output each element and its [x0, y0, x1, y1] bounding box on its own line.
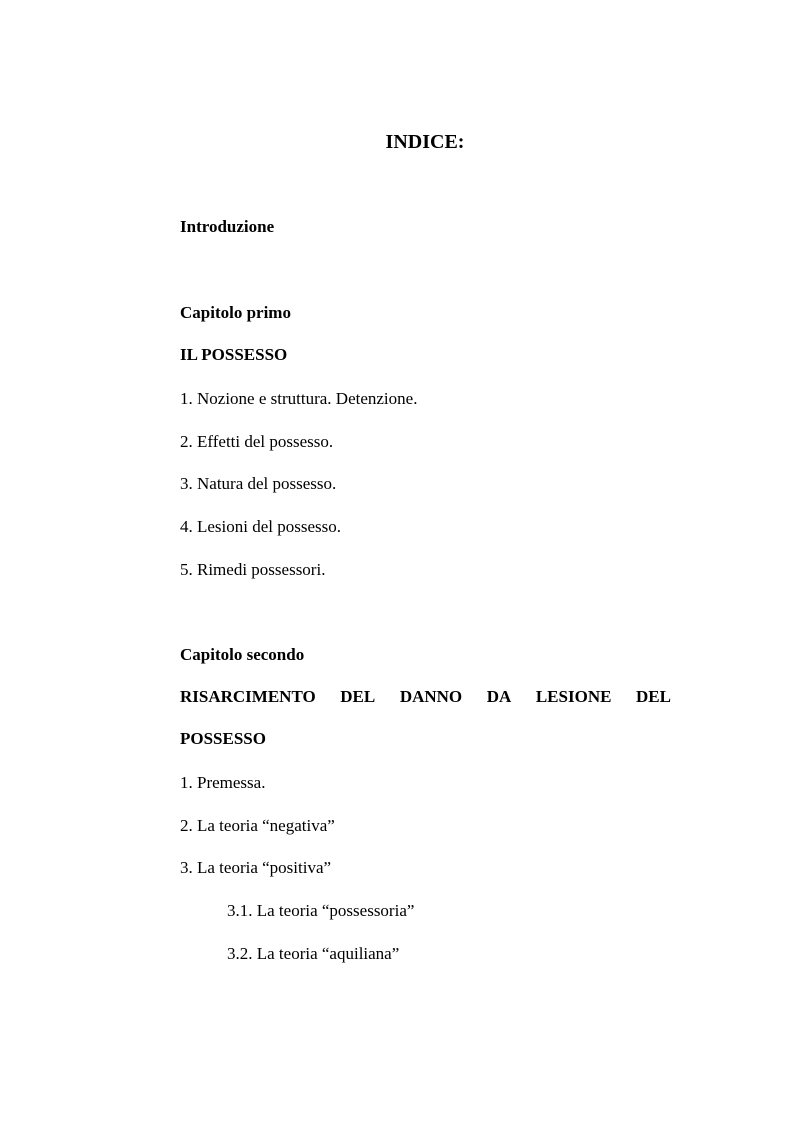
chapter1-label: Capitolo primo	[180, 303, 291, 322]
chapter2-heading-line2: POSSESSO	[180, 729, 266, 748]
toc-item: 4. Lesioni del possesso.	[180, 517, 342, 536]
toc-item: 5. Rimedi possessori.	[180, 560, 326, 579]
heading-word: DEL	[636, 687, 671, 706]
toc-item: 1. Premessa.	[180, 773, 266, 792]
heading-word: DEL	[340, 687, 376, 706]
toc-item: 3. Natura del possesso.	[180, 474, 337, 493]
page-title: INDICE:	[385, 131, 465, 153]
toc-subitem: 3.2. La teoria “aquiliana”	[227, 944, 400, 963]
toc-item: 1. Nozione e struttura. Detenzione.	[180, 389, 418, 408]
toc-item: 3. La teoria “positiva”	[180, 858, 332, 877]
chapter1-heading: IL POSSESSO	[180, 345, 288, 364]
heading-word: LESIONE	[535, 687, 612, 706]
heading-word: DA	[486, 687, 512, 706]
toc-item: 2. Effetti del possesso.	[180, 432, 334, 451]
toc-subitem: 3.1. La teoria “possessoria”	[227, 901, 415, 920]
chapter2-heading-line1	[180, 687, 671, 707]
introduction-heading: Introduzione	[180, 217, 275, 236]
chapter2-label: Capitolo secondo	[180, 645, 305, 664]
toc-item: 2. La teoria “negativa”	[180, 816, 335, 835]
heading-word: DANNO	[399, 687, 463, 706]
heading-word: RISARCIMENTO	[180, 687, 316, 706]
